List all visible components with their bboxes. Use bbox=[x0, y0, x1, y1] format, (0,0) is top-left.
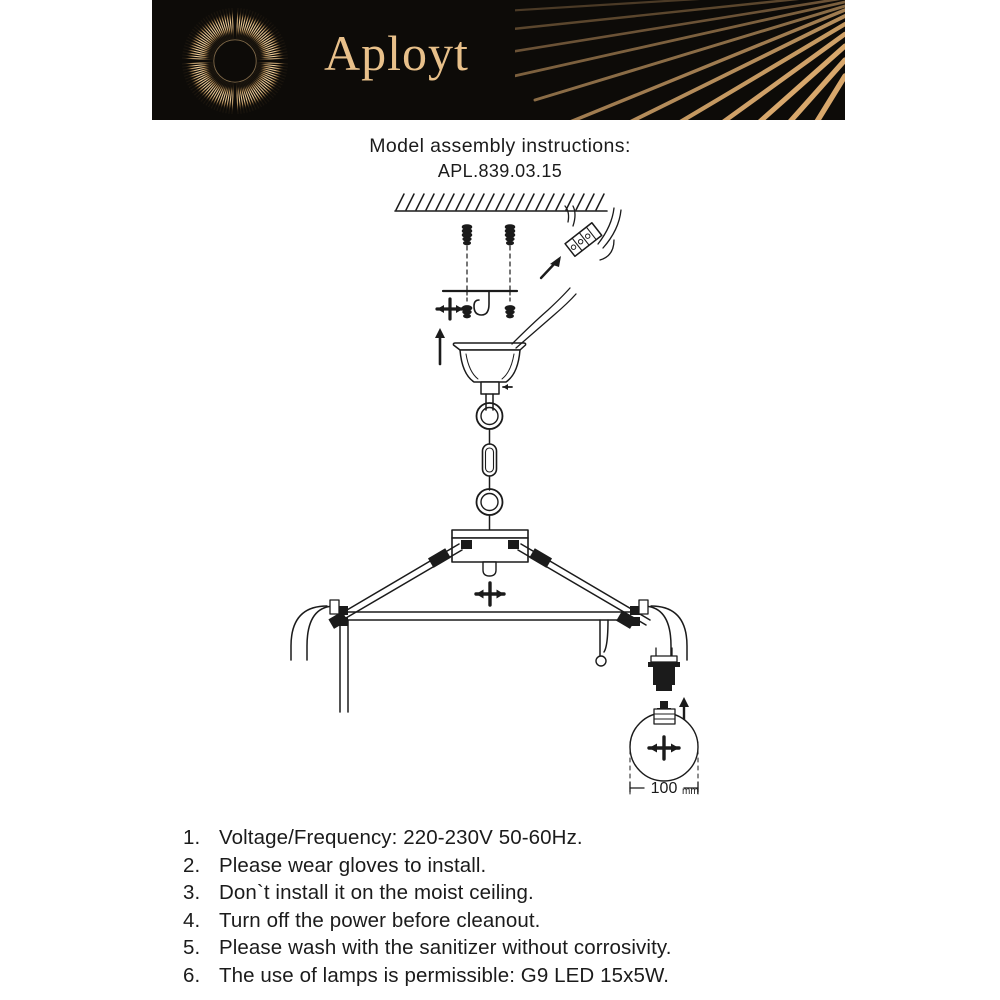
corner-rays-decoration bbox=[515, 0, 845, 120]
lamp-socket-assembly bbox=[648, 648, 680, 691]
supply-wire bbox=[512, 288, 576, 348]
canopy-icon bbox=[453, 343, 525, 394]
hatched-ceiling-icon bbox=[395, 194, 607, 211]
list-item-number: 2. bbox=[183, 853, 201, 877]
list-item-number: 3. bbox=[183, 881, 201, 904]
up-arrow-icon bbox=[541, 256, 561, 278]
list-item-text: Don`t install it on the moist ceiling. bbox=[219, 881, 534, 904]
list-item bbox=[183, 824, 963, 852]
list-item-text: Please wear gloves to install. bbox=[219, 853, 487, 877]
left-outer-lamp-arm bbox=[291, 600, 339, 660]
rotation-alignment-icon bbox=[476, 583, 504, 605]
suspension-chain bbox=[477, 394, 503, 530]
sunburst-icon bbox=[180, 6, 290, 116]
list-item-number: 1. bbox=[183, 826, 201, 849]
list-item-number: 4. bbox=[183, 908, 201, 932]
ceiling-mount-hardware bbox=[443, 225, 517, 318]
list-item-text: The use of lamps is permissible: G9 LED 15x5W. bbox=[219, 963, 670, 987]
page-title: Model assembly instructions: bbox=[369, 135, 631, 157]
dimension-value: 100 bbox=[650, 780, 678, 797]
list-item-text: Turn off the power before cleanout. bbox=[219, 908, 541, 932]
horizontal-cross-bar bbox=[338, 606, 640, 626]
dimension-unit: mm bbox=[682, 786, 699, 797]
wire-connector-icon bbox=[565, 206, 621, 260]
inner-right-arm-stub bbox=[596, 620, 608, 666]
anchor-screw-icon bbox=[462, 292, 471, 318]
brand-header-band bbox=[152, 0, 845, 120]
instruction-list bbox=[183, 824, 963, 989]
list-item-number: 5. bbox=[183, 936, 201, 959]
center-mount-bar bbox=[452, 530, 528, 576]
anchor-screw-icon bbox=[505, 292, 514, 318]
list-item bbox=[183, 934, 963, 962]
list-item-text: Please wash with the sanitizer without corrosivity. bbox=[219, 936, 672, 959]
list-item bbox=[183, 962, 963, 990]
anchor-screw-icon bbox=[505, 225, 514, 290]
list-item bbox=[183, 852, 963, 880]
anchor-screw-icon bbox=[462, 225, 471, 290]
list-item-number: 6. bbox=[183, 963, 201, 987]
list-item bbox=[183, 879, 963, 907]
up-arrow-icon bbox=[435, 328, 445, 364]
page-title-block bbox=[0, 134, 1000, 184]
ceiling-hook-icon bbox=[474, 292, 489, 315]
assembly-diagram bbox=[0, 182, 1000, 812]
model-number: APL.839.03.15 bbox=[437, 161, 563, 181]
right-diagonal-arm bbox=[518, 544, 650, 629]
right-outer-lamp-arm bbox=[639, 600, 687, 660]
brand-wordmark: Aployt bbox=[324, 25, 469, 81]
list-item-text: Voltage/Frequency: 220-230V 50-60Hz. bbox=[219, 826, 583, 849]
left-diagonal-arm bbox=[328, 544, 462, 629]
rotation-alignment-icon bbox=[437, 299, 463, 319]
list-item bbox=[183, 907, 963, 935]
middle-lamp-arm bbox=[340, 620, 348, 712]
